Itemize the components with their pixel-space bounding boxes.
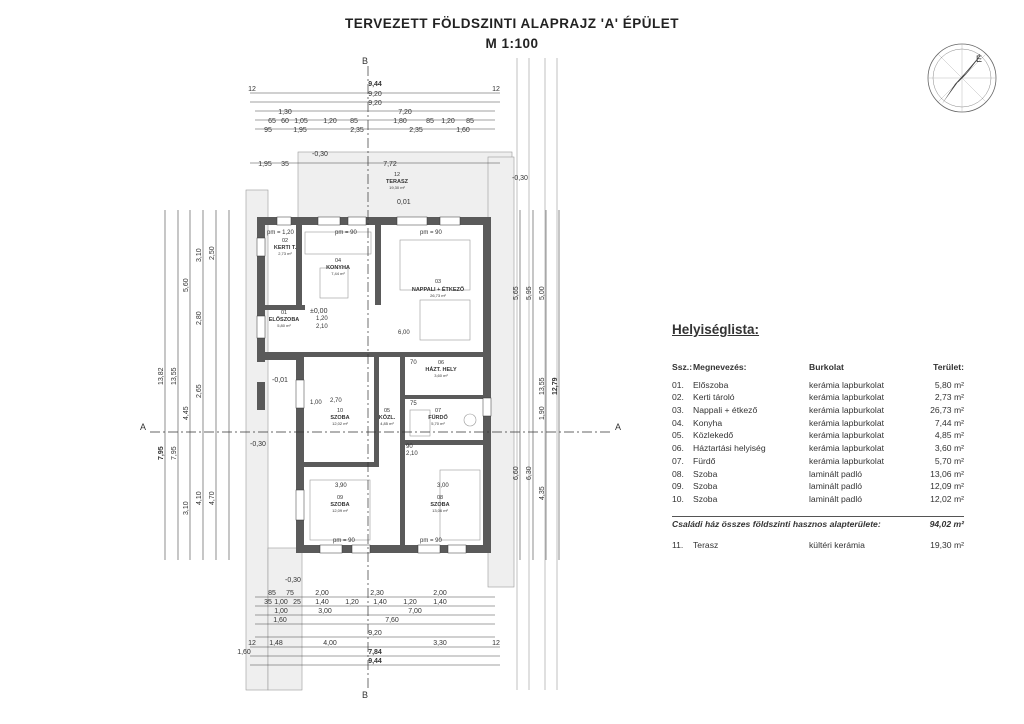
dim-left-outer-a: 13,82 <box>158 367 165 385</box>
terrace-name: Terasz <box>693 539 719 550</box>
dim-top-row5-e: 1,60 <box>456 127 470 134</box>
section-label-a-right: A <box>615 422 622 432</box>
dim-top-row5-c: 2,35 <box>350 127 364 134</box>
plan-pm2: pm = 90 <box>335 230 357 236</box>
dim-left-col-i: 3,10 <box>183 501 190 515</box>
dim-right-col-c: 6,30 <box>526 466 533 480</box>
plan-d3: 6,00 <box>398 330 410 336</box>
terrace-num: 11. <box>672 539 684 550</box>
room-list-row <box>672 442 964 455</box>
room-row-floor: kerámia lapburkolat <box>809 430 884 441</box>
dim-right-col-a: 5,65 <box>513 286 520 300</box>
dim-left-col-b: 3,10 <box>196 248 203 262</box>
dim-left-col-d: 2,80 <box>196 311 203 325</box>
plan-d8: 2,10 <box>406 451 418 457</box>
header-name: Megnevezés: <box>693 362 747 372</box>
dim-bot-r2-h: 1,40 <box>433 599 447 606</box>
room-list-row <box>672 429 964 442</box>
drawing-scale: M 1:100 <box>485 36 539 51</box>
room-06-num: 06 <box>437 360 445 366</box>
dim-bot-total2: 7,84 <box>368 649 382 656</box>
dim-right-mid-d: 4,35 <box>539 486 546 500</box>
dim-top-twelve-l: 12 <box>248 86 256 93</box>
dim-bot-r1-d: 2,30 <box>370 590 384 597</box>
room-row-num: 09. <box>672 481 684 492</box>
room-row-area: 5,80 m² <box>934 379 964 390</box>
plan-d11: 75 <box>410 401 417 407</box>
walls <box>257 217 491 553</box>
room-row-name: Szoba <box>693 481 718 492</box>
dim-left-outer-b: 7,95 <box>158 446 165 460</box>
room-row-area: 2,73 m² <box>934 392 964 403</box>
room-row-num: 04. <box>672 417 684 428</box>
dim-bot-r1-e: 2,00 <box>433 590 447 597</box>
dim-bot-r1-a: 85 <box>268 590 276 597</box>
room-row-area: 7,44 m² <box>934 417 964 428</box>
room-12-name: TERASZ <box>386 179 408 185</box>
sum-label: Családi ház összes földszinti hasznos alapterülete: <box>672 518 881 529</box>
dim-left-col-c: 2,50 <box>209 246 216 260</box>
room-05-num: 05 <box>383 408 391 414</box>
dim-top-row4-g: 85 <box>426 118 434 125</box>
room-row-area: 26,73 m² <box>930 405 964 416</box>
level-terrace-right: -0,30 <box>512 175 528 182</box>
room-row-num: 03. <box>672 405 684 416</box>
dim-left-mid-b: 7,95 <box>171 446 178 460</box>
dim-bot-r3-c: 7,00 <box>408 608 422 615</box>
plan-d7: 1,00 <box>310 400 322 406</box>
dim-bot-left: 1,60 <box>237 649 251 656</box>
room-row-floor: kerámia lapburkolat <box>809 405 884 416</box>
dim-right-mid-c: 5,00 <box>539 286 546 300</box>
header-floor: Burkolat <box>809 362 844 372</box>
dim-top-row4-f: 1,80 <box>393 118 407 125</box>
room-row-num: 08. <box>672 468 684 479</box>
dim-top-row5-d: 2,35 <box>409 127 423 134</box>
dim-top-row2: 9,20 <box>368 100 382 107</box>
room-06-area: 3,60 m² <box>434 373 448 378</box>
dim-top-row4-e: 85 <box>350 118 358 125</box>
room-06-name: HÁZT. HELY <box>425 367 457 373</box>
plan-pm1: pm = 1,20 <box>267 230 294 236</box>
level-left-a: -0,30 <box>250 441 266 448</box>
dim-bot-r2-g: 1,20 <box>403 599 417 606</box>
room-07-area: 5,70 m² <box>431 421 445 426</box>
plan-pm5: pm = 90 <box>420 538 442 544</box>
room-row-name: Előszoba <box>693 379 729 390</box>
compass-icon <box>928 44 996 112</box>
room-row-floor: laminált padló <box>809 481 863 492</box>
room-row-num: 07. <box>672 455 684 466</box>
room-list-terrace <box>672 539 964 552</box>
room-04-name: KONYHA <box>326 265 350 271</box>
room-02-name: KERTI T. <box>273 245 297 251</box>
dim-top-row4-d: 1,20 <box>323 118 337 125</box>
dim-top-row4-b: 60 <box>281 118 289 125</box>
dim-right-col-b: 1,90 <box>539 406 546 420</box>
dim-bot-r2-c: 25 <box>293 599 301 606</box>
dim-left-col-a: 5,60 <box>183 278 190 292</box>
dim-left-mid-a: 13,55 <box>171 367 178 385</box>
terrace-area: 19,30 m² <box>930 539 964 550</box>
dim-bot-r4-a: 1,60 <box>273 617 287 624</box>
dim-bot-r2-e: 1,20 <box>345 599 359 606</box>
section-label-a-left: A <box>140 422 147 432</box>
dim-bot-r4-b: 7,60 <box>385 617 399 624</box>
dim-top-row5-a: 95 <box>264 127 272 134</box>
room-08-name: SZOBA <box>430 502 450 508</box>
room-list-row <box>672 468 964 481</box>
room-07-num: 07 <box>434 408 442 414</box>
dim-bot-total3: 9,44 <box>368 658 382 665</box>
dim-top-row5-b: 1,95 <box>293 127 307 134</box>
dim-top-twelve-r: 12 <box>492 86 500 93</box>
section-label-b-top: B <box>362 56 369 66</box>
room-08-num: 08 <box>436 495 444 501</box>
room-row-area: 3,60 m² <box>934 443 964 454</box>
dim-left-col-f: 4,45 <box>183 406 190 420</box>
plan-d1: 1,20 <box>316 316 328 322</box>
dim-terrace-b: 35 <box>281 161 289 168</box>
room-row-area: 5,70 m² <box>934 455 964 466</box>
room-09-name: SZOBA <box>330 502 350 508</box>
dim-bot-r3-a: 1,00 <box>274 608 288 615</box>
room-row-num: 06. <box>672 443 684 454</box>
plan-d9: 70 <box>410 360 417 366</box>
room-row-area: 12,02 m² <box>930 493 964 504</box>
dim-bot-r2-d: 1,40 <box>315 599 329 606</box>
dim-bot-twelve-r: 12 <box>492 640 500 647</box>
room-list-row <box>672 493 964 506</box>
room-05-area: 4,85 m² <box>380 421 394 426</box>
dim-top-row4-i: 85 <box>466 118 474 125</box>
room-list-row <box>672 480 964 493</box>
room-02-num: 02 <box>281 238 289 244</box>
room-12-num: 12 <box>393 172 401 178</box>
dim-top-row3-a: 1,30 <box>278 109 292 116</box>
room-row-floor: laminált padló <box>809 468 863 479</box>
room-03-num: 03 <box>434 279 442 285</box>
dim-top-row1: 9,20 <box>368 91 382 98</box>
level-terrace-top: -0,30 <box>312 151 328 158</box>
room-row-floor: kerámia lapburkolat <box>809 392 884 403</box>
room-row-area: 4,85 m² <box>934 430 964 441</box>
dim-bot-total1: 9,20 <box>368 630 382 637</box>
room-row-num: 02. <box>672 392 684 403</box>
level-zero: ±0,00 <box>310 308 328 315</box>
room-row-name: Kerti tároló <box>693 392 735 403</box>
dim-bot-r2-f: 1,40 <box>373 599 387 606</box>
room-list-sum <box>672 516 964 529</box>
room-row-area: 12,09 m² <box>930 481 964 492</box>
room-09-area: 12,09 m² <box>332 508 348 513</box>
room-list-row <box>672 417 964 430</box>
room-list-row <box>672 391 964 404</box>
level-terrace: 0,01 <box>397 199 411 206</box>
level-entrance: -0,01 <box>272 377 288 384</box>
room-10-num: 10 <box>336 408 344 414</box>
room-08-area: 13,06 m² <box>432 508 448 513</box>
dim-top-total: 9,44 <box>368 81 382 88</box>
room-list-header <box>672 361 964 374</box>
room-04-num: 04 <box>334 258 342 264</box>
room-02-area: 2,73 m² <box>278 251 292 256</box>
room-01-name: ELŐSZOBA <box>268 317 300 323</box>
sum-value: 94,02 m² <box>929 518 964 529</box>
room-row-name: Háztartási helyiség <box>693 443 766 454</box>
room-row-name: Szoba <box>693 493 718 504</box>
room-05-name: KÖZL. <box>378 415 396 421</box>
dim-right-outer: 12,79 <box>552 377 559 395</box>
dim-terrace-a: 1,95 <box>258 161 272 168</box>
room-03-area: 26,73 m² <box>430 293 446 298</box>
room-list-row <box>672 455 964 468</box>
room-list-row <box>672 379 964 392</box>
room-10-area: 12,02 m² <box>332 421 348 426</box>
room-10-name: SZOBA <box>330 415 350 421</box>
room-12-area: 19,30 m² <box>389 185 405 190</box>
dim-top-row4-h: 1,20 <box>441 118 455 125</box>
dim-bot-r5-c: 3,30 <box>433 640 447 647</box>
room-01-area: 5,80 m² <box>277 323 291 328</box>
room-list <box>672 322 964 551</box>
dim-right-col-d: 6,60 <box>513 466 520 480</box>
room-row-name: Nappali + étkező <box>693 405 758 416</box>
room-row-num: 05. <box>672 430 684 441</box>
room-row-name: Fürdő <box>693 455 716 466</box>
dim-bot-twelve-l: 12 <box>248 640 256 647</box>
dim-bot-r2-b: 1,00 <box>274 599 288 606</box>
dim-top-row4-a: 65 <box>268 118 276 125</box>
room-01-num: 01 <box>280 310 288 316</box>
plan-d10: 90 <box>406 444 413 450</box>
room-list-rows <box>672 379 964 506</box>
header-area: Terület: <box>933 362 964 372</box>
dim-bot-r3-b: 3,00 <box>318 608 332 615</box>
room-09-num: 09 <box>336 495 344 501</box>
section-label-b-bottom: B <box>362 690 369 700</box>
dim-right-mid-b: 13,55 <box>539 377 546 395</box>
dim-bot-r5-a: 1,48 <box>269 640 283 647</box>
dim-left-col-e: 2,65 <box>196 384 203 398</box>
room-row-name: Konyha <box>693 417 723 428</box>
room-07-name: FÜRDŐ <box>428 415 448 421</box>
dim-top-row3-b: 7,20 <box>398 109 412 116</box>
dim-left-col-g: 4,10 <box>196 491 203 505</box>
dim-left-col-h: 4,70 <box>209 491 216 505</box>
room-row-area: 13,06 m² <box>930 468 964 479</box>
plan-d5: 3,90 <box>335 483 347 489</box>
compass-north-label: É <box>976 54 983 64</box>
room-row-floor: kerámia lapburkolat <box>809 455 884 466</box>
room-row-name: Szoba <box>693 468 718 479</box>
dim-terrace-c: 7,72 <box>383 161 397 168</box>
room-list-row <box>672 404 964 417</box>
dim-bot-r2-a: 35 <box>264 599 272 606</box>
plan-d4: 2,70 <box>330 398 342 404</box>
room-row-name: Közlekedő <box>693 430 734 441</box>
room-row-num: 01. <box>672 379 684 390</box>
room-list-title: Helyiséglista: <box>672 322 760 337</box>
room-03-name: NAPPALI + ÉTKEZŐ <box>411 287 465 293</box>
plan-d2: 2,10 <box>316 324 328 330</box>
header-num: Ssz.: <box>672 362 693 372</box>
plan-pm4: pm = 90 <box>333 538 355 544</box>
drawing-title: TERVEZETT FÖLDSZINTI ALAPRAJZ 'A' ÉPÜLET <box>345 16 679 31</box>
dim-bot-r1-b: 75 <box>286 590 294 597</box>
room-row-num: 10. <box>672 493 684 504</box>
dim-bot-r5-b: 4,00 <box>323 640 337 647</box>
room-row-floor: kerámia lapburkolat <box>809 443 884 454</box>
room-row-floor: kerámia lapburkolat <box>809 417 884 428</box>
dim-top-row4-c: 1,05 <box>294 118 308 125</box>
dim-right-mid-a: 5,95 <box>526 286 533 300</box>
plan-d6: 3,00 <box>437 483 449 489</box>
terrace-floor: kültéri kerámia <box>809 539 865 550</box>
room-row-floor: kerámia lapburkolat <box>809 379 884 390</box>
room-row-floor: laminált padló <box>809 493 863 504</box>
plan-pm3: pm = 90 <box>420 230 442 236</box>
room-04-area: 7,44 m² <box>331 271 345 276</box>
dim-bot-r1-c: 2,00 <box>315 590 329 597</box>
level-bottom: -0,30 <box>285 577 301 584</box>
